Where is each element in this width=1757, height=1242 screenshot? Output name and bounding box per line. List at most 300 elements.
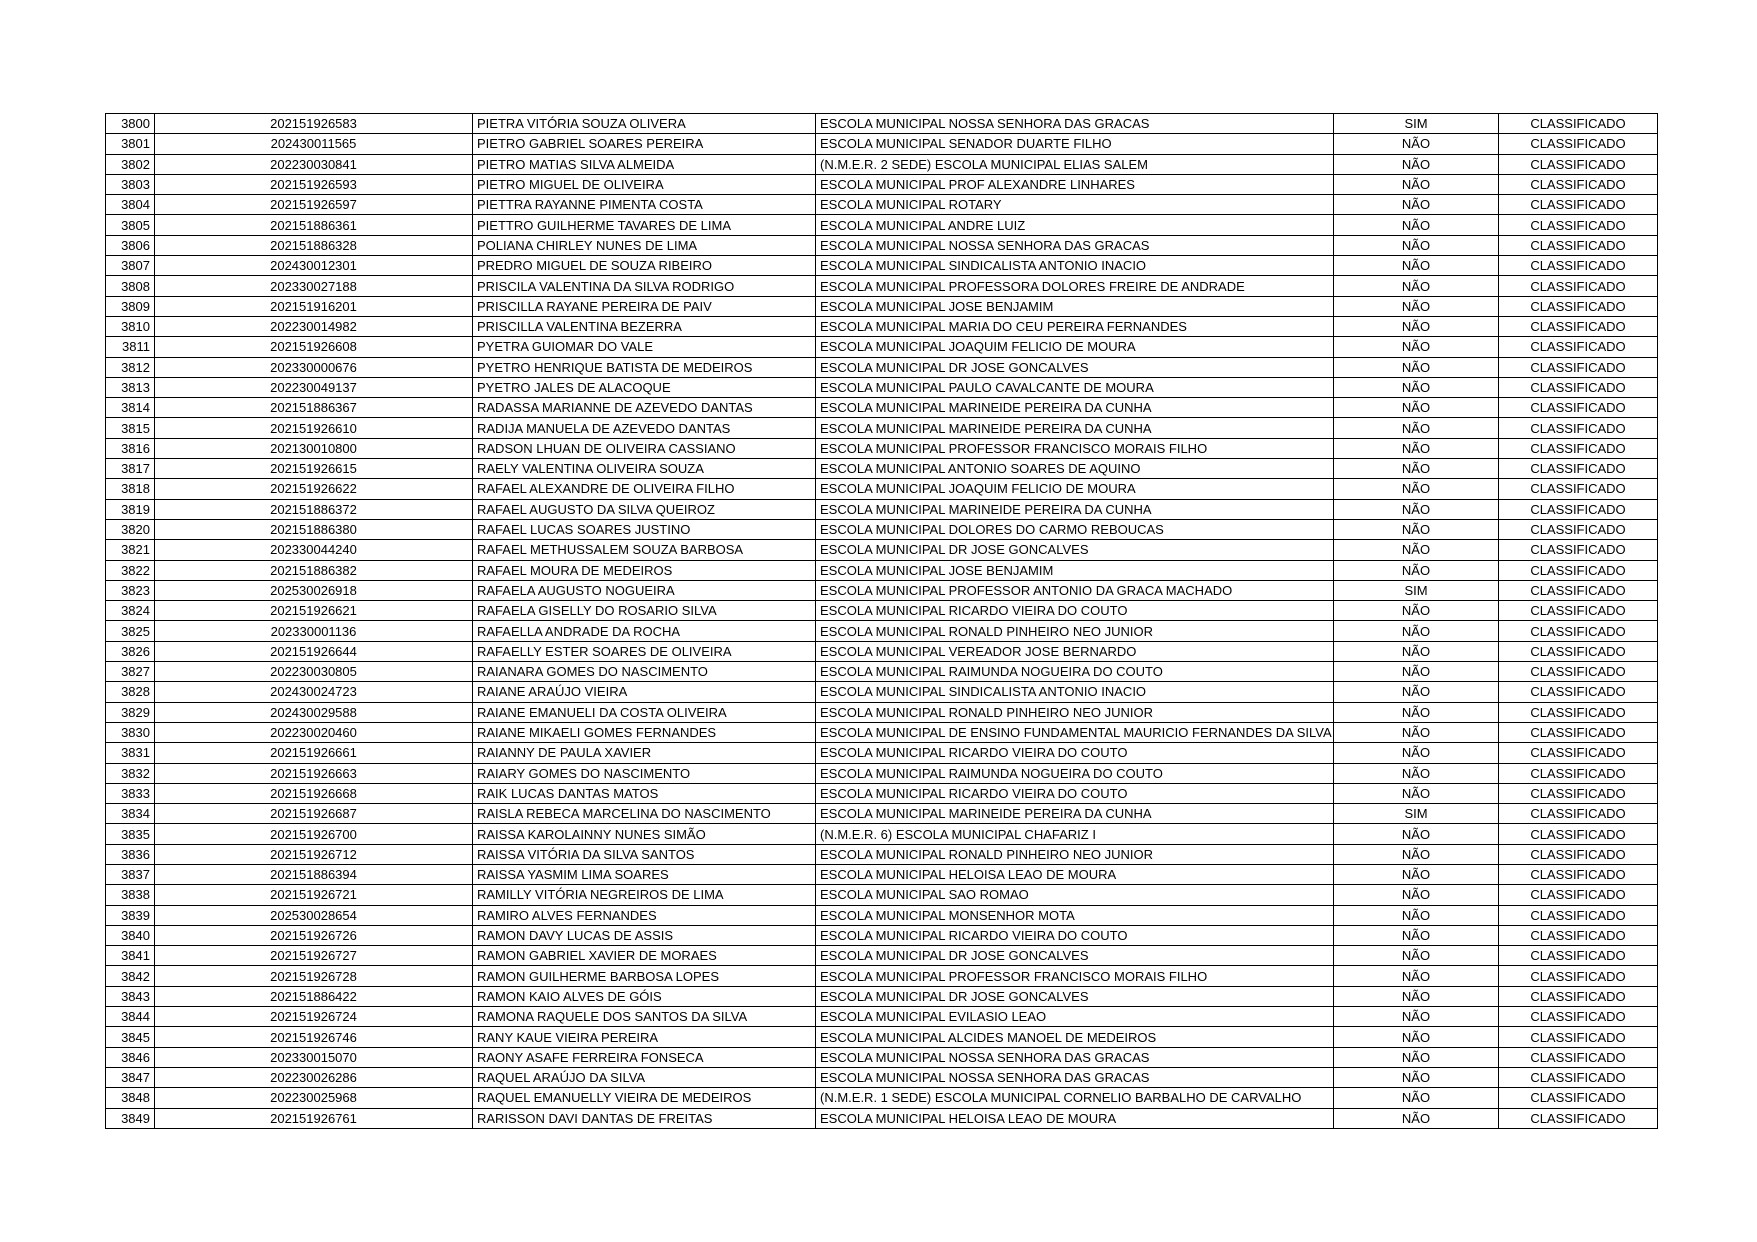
table-row — [106, 925, 1658, 945]
table-row — [106, 276, 1658, 296]
status-cell: CLASSIFICADO — [1499, 1027, 1658, 1047]
flag-cell: NÃO — [1334, 946, 1499, 966]
table-row — [106, 1027, 1658, 1047]
registration-number-cell: 202330000676 — [155, 357, 473, 377]
table-row — [106, 154, 1658, 174]
registration-number-cell: 202151926610 — [155, 418, 473, 438]
table-body — [106, 114, 1658, 1129]
status-cell: CLASSIFICADO — [1499, 438, 1658, 458]
status-cell: CLASSIFICADO — [1499, 783, 1658, 803]
student-name-cell: RADSON LHUAN DE OLIVEIRA CASSIANO — [473, 438, 816, 458]
student-name-cell: PRISCILLA RAYANE PEREIRA DE PAIV — [473, 296, 816, 316]
school-name-cell: ESCOLA MUNICIPAL HELOISA LEAO DE MOURA — [816, 864, 1334, 884]
registration-number-cell: 202151886380 — [155, 519, 473, 539]
registration-number-cell: 202151926721 — [155, 885, 473, 905]
flag-cell: NÃO — [1334, 337, 1499, 357]
table-row — [106, 174, 1658, 194]
flag-cell: NÃO — [1334, 702, 1499, 722]
row-index-cell: 3827 — [106, 662, 155, 682]
flag-cell: NÃO — [1334, 662, 1499, 682]
flag-cell: NÃO — [1334, 1088, 1499, 1108]
school-name-cell: ESCOLA MUNICIPAL MONSENHOR MOTA — [816, 905, 1334, 925]
student-name-cell: RAMON KAIO ALVES DE GÓIS — [473, 986, 816, 1006]
status-cell: CLASSIFICADO — [1499, 499, 1658, 519]
registration-number-cell: 202151926746 — [155, 1027, 473, 1047]
table-row — [106, 601, 1658, 621]
registration-number-cell: 202151886367 — [155, 398, 473, 418]
row-index-cell: 3800 — [106, 114, 155, 134]
status-cell: CLASSIFICADO — [1499, 459, 1658, 479]
student-name-cell: RAQUEL EMANUELLY VIEIRA DE MEDEIROS — [473, 1088, 816, 1108]
school-name-cell: ESCOLA MUNICIPAL DR JOSE GONCALVES — [816, 986, 1334, 1006]
school-name-cell: ESCOLA MUNICIPAL MARINEIDE PEREIRA DA CUNHA — [816, 418, 1334, 438]
registration-number-cell: 202151926761 — [155, 1108, 473, 1128]
student-name-cell: RARISSON DAVI DANTAS DE FREITAS — [473, 1108, 816, 1128]
table-row — [106, 641, 1658, 661]
row-index-cell: 3835 — [106, 824, 155, 844]
registration-number-cell: 202151926621 — [155, 601, 473, 621]
school-name-cell: ESCOLA MUNICIPAL PROFESSOR ANTONIO DA GRACA MACHADO — [816, 580, 1334, 600]
school-name-cell: ESCOLA MUNICIPAL PAULO CAVALCANTE DE MOURA — [816, 377, 1334, 397]
school-name-cell: ESCOLA MUNICIPAL VEREADOR JOSE BERNARDO — [816, 641, 1334, 661]
status-cell: CLASSIFICADO — [1499, 641, 1658, 661]
flag-cell: NÃO — [1334, 418, 1499, 438]
table-row — [106, 1047, 1658, 1067]
row-index-cell: 3818 — [106, 479, 155, 499]
table-row — [106, 763, 1658, 783]
student-name-cell: RAISSA YASMIM LIMA SOARES — [473, 864, 816, 884]
table-row — [106, 966, 1658, 986]
flag-cell: NÃO — [1334, 438, 1499, 458]
status-cell: CLASSIFICADO — [1499, 905, 1658, 925]
registration-number-cell: 202151926622 — [155, 479, 473, 499]
table-row — [106, 215, 1658, 235]
row-index-cell: 3814 — [106, 398, 155, 418]
status-cell: CLASSIFICADO — [1499, 398, 1658, 418]
school-name-cell: ESCOLA MUNICIPAL RAIMUNDA NOGUEIRA DO COUTO — [816, 662, 1334, 682]
flag-cell: NÃO — [1334, 134, 1499, 154]
student-name-cell: RAONY ASAFE FERREIRA FONSECA — [473, 1047, 816, 1067]
row-index-cell: 3821 — [106, 540, 155, 560]
flag-cell: NÃO — [1334, 966, 1499, 986]
status-cell: CLASSIFICADO — [1499, 519, 1658, 539]
status-cell: CLASSIFICADO — [1499, 966, 1658, 986]
school-name-cell: ESCOLA MUNICIPAL MARINEIDE PEREIRA DA CUNHA — [816, 804, 1334, 824]
student-name-cell: RAISSA VITÓRIA DA SILVA SANTOS — [473, 844, 816, 864]
row-index-cell: 3832 — [106, 763, 155, 783]
flag-cell: NÃO — [1334, 864, 1499, 884]
student-name-cell: RAISSA KAROLAINNY NUNES SIMÃO — [473, 824, 816, 844]
student-name-cell: PIETTRO GUILHERME TAVARES DE LIMA — [473, 215, 816, 235]
registration-number-cell: 202151926663 — [155, 763, 473, 783]
status-cell: CLASSIFICADO — [1499, 1067, 1658, 1087]
table-row — [106, 134, 1658, 154]
table-row — [106, 296, 1658, 316]
flag-cell: NÃO — [1334, 1047, 1499, 1067]
student-name-cell: RAMON DAVY LUCAS DE ASSIS — [473, 925, 816, 945]
row-index-cell: 3845 — [106, 1027, 155, 1047]
flag-cell: NÃO — [1334, 986, 1499, 1006]
status-cell: CLASSIFICADO — [1499, 540, 1658, 560]
table-row — [106, 743, 1658, 763]
student-name-cell: PYETRO HENRIQUE BATISTA DE MEDEIROS — [473, 357, 816, 377]
row-index-cell: 3817 — [106, 459, 155, 479]
row-index-cell: 3823 — [106, 580, 155, 600]
school-name-cell: ESCOLA MUNICIPAL SINDICALISTA ANTONIO INACIO — [816, 256, 1334, 276]
status-cell: CLASSIFICADO — [1499, 174, 1658, 194]
flag-cell: NÃO — [1334, 459, 1499, 479]
table-row — [106, 377, 1658, 397]
status-cell: CLASSIFICADO — [1499, 702, 1658, 722]
table-row — [106, 1067, 1658, 1087]
registration-number-cell: 202151926700 — [155, 824, 473, 844]
registration-number-cell: 202151926597 — [155, 195, 473, 215]
row-index-cell: 3810 — [106, 316, 155, 336]
flag-cell: NÃO — [1334, 235, 1499, 255]
table-row — [106, 256, 1658, 276]
status-cell: CLASSIFICADO — [1499, 621, 1658, 641]
status-cell: CLASSIFICADO — [1499, 743, 1658, 763]
table-row — [106, 398, 1658, 418]
registration-number-cell: 202151926583 — [155, 114, 473, 134]
school-name-cell: (N.M.E.R. 1 SEDE) ESCOLA MUNICIPAL CORNELIO BARBALHO DE CARVALHO — [816, 1088, 1334, 1108]
table-row — [106, 824, 1658, 844]
row-index-cell: 3807 — [106, 256, 155, 276]
registration-number-cell: 202151886372 — [155, 499, 473, 519]
school-name-cell: ESCOLA MUNICIPAL SENADOR DUARTE FILHO — [816, 134, 1334, 154]
flag-cell: NÃO — [1334, 540, 1499, 560]
flag-cell: NÃO — [1334, 763, 1499, 783]
flag-cell: NÃO — [1334, 296, 1499, 316]
registration-number-cell: 202230030841 — [155, 154, 473, 174]
school-name-cell: ESCOLA MUNICIPAL PROFESSOR FRANCISCO MORAIS FILHO — [816, 438, 1334, 458]
classification-table — [105, 113, 1658, 1129]
row-index-cell: 3844 — [106, 1007, 155, 1027]
row-index-cell: 3812 — [106, 357, 155, 377]
row-index-cell: 3808 — [106, 276, 155, 296]
status-cell: CLASSIFICADO — [1499, 804, 1658, 824]
flag-cell: NÃO — [1334, 377, 1499, 397]
table-row — [106, 560, 1658, 580]
school-name-cell: ESCOLA MUNICIPAL RONALD PINHEIRO NEO JUNIOR — [816, 621, 1334, 641]
school-name-cell: ESCOLA MUNICIPAL RAIMUNDA NOGUEIRA DO COUTO — [816, 763, 1334, 783]
status-cell: CLASSIFICADO — [1499, 134, 1658, 154]
flag-cell: NÃO — [1334, 925, 1499, 945]
status-cell: CLASSIFICADO — [1499, 682, 1658, 702]
table-row — [106, 783, 1658, 803]
status-cell: CLASSIFICADO — [1499, 195, 1658, 215]
registration-number-cell: 202151926687 — [155, 804, 473, 824]
registration-number-cell: 202530026918 — [155, 580, 473, 600]
table-row — [106, 459, 1658, 479]
flag-cell: NÃO — [1334, 1108, 1499, 1128]
status-cell: CLASSIFICADO — [1499, 377, 1658, 397]
table-row — [106, 357, 1658, 377]
student-name-cell: PRISCILLA VALENTINA BEZERRA — [473, 316, 816, 336]
table-row — [106, 722, 1658, 742]
school-name-cell: ESCOLA MUNICIPAL RICARDO VIEIRA DO COUTO — [816, 601, 1334, 621]
school-name-cell: ESCOLA MUNICIPAL DR JOSE GONCALVES — [816, 540, 1334, 560]
flag-cell: NÃO — [1334, 560, 1499, 580]
row-index-cell: 3838 — [106, 885, 155, 905]
school-name-cell: ESCOLA MUNICIPAL DOLORES DO CARMO REBOUCAS — [816, 519, 1334, 539]
table-row — [106, 621, 1658, 641]
status-cell: CLASSIFICADO — [1499, 946, 1658, 966]
school-name-cell: ESCOLA MUNICIPAL PROFESSOR FRANCISCO MORAIS FILHO — [816, 966, 1334, 986]
student-name-cell: RAFAELA GISELLY DO ROSARIO SILVA — [473, 601, 816, 621]
registration-number-cell: 202151926661 — [155, 743, 473, 763]
registration-number-cell: 202151886394 — [155, 864, 473, 884]
table-row — [106, 499, 1658, 519]
row-index-cell: 3801 — [106, 134, 155, 154]
student-name-cell: RAFAEL AUGUSTO DA SILVA QUEIROZ — [473, 499, 816, 519]
row-index-cell: 3803 — [106, 174, 155, 194]
row-index-cell: 3834 — [106, 804, 155, 824]
student-name-cell: PRISCILA VALENTINA DA SILVA RODRIGO — [473, 276, 816, 296]
registration-number-cell: 202330044240 — [155, 540, 473, 560]
student-name-cell: RAMILLY VITÓRIA NEGREIROS DE LIMA — [473, 885, 816, 905]
row-index-cell: 3806 — [106, 235, 155, 255]
row-index-cell: 3848 — [106, 1088, 155, 1108]
school-name-cell: ESCOLA MUNICIPAL HELOISA LEAO DE MOURA — [816, 1108, 1334, 1128]
student-name-cell: RAIANE MIKAELI GOMES FERNANDES — [473, 722, 816, 742]
student-name-cell: RAFAELLA ANDRADE DA ROCHA — [473, 621, 816, 641]
school-name-cell: ESCOLA MUNICIPAL DR JOSE GONCALVES — [816, 357, 1334, 377]
row-index-cell: 3830 — [106, 722, 155, 742]
registration-number-cell: 202151926644 — [155, 641, 473, 661]
registration-number-cell: 202151926593 — [155, 174, 473, 194]
flag-cell: NÃO — [1334, 722, 1499, 742]
status-cell: CLASSIFICADO — [1499, 560, 1658, 580]
student-name-cell: RADASSA MARIANNE DE AZEVEDO DANTAS — [473, 398, 816, 418]
student-name-cell: PIETRA VITÓRIA SOUZA OLIVERA — [473, 114, 816, 134]
flag-cell: NÃO — [1334, 885, 1499, 905]
status-cell: CLASSIFICADO — [1499, 885, 1658, 905]
table-row — [106, 844, 1658, 864]
flag-cell: NÃO — [1334, 276, 1499, 296]
school-name-cell: ESCOLA MUNICIPAL SINDICALISTA ANTONIO INACIO — [816, 682, 1334, 702]
flag-cell: NÃO — [1334, 316, 1499, 336]
row-index-cell: 3847 — [106, 1067, 155, 1087]
school-name-cell: ESCOLA MUNICIPAL JOAQUIM FELICIO DE MOURA — [816, 479, 1334, 499]
table-row — [106, 986, 1658, 1006]
status-cell: CLASSIFICADO — [1499, 114, 1658, 134]
row-index-cell: 3836 — [106, 844, 155, 864]
student-name-cell: RAIARY GOMES DO NASCIMENTO — [473, 763, 816, 783]
flag-cell: NÃO — [1334, 195, 1499, 215]
registration-number-cell: 202151926608 — [155, 337, 473, 357]
registration-number-cell: 202230030805 — [155, 662, 473, 682]
status-cell: CLASSIFICADO — [1499, 601, 1658, 621]
row-index-cell: 3829 — [106, 702, 155, 722]
registration-number-cell: 202230020460 — [155, 722, 473, 742]
row-index-cell: 3837 — [106, 864, 155, 884]
table-row — [106, 905, 1658, 925]
student-name-cell: RAFAEL MOURA DE MEDEIROS — [473, 560, 816, 580]
registration-number-cell: 202151926728 — [155, 966, 473, 986]
school-name-cell: (N.M.E.R. 2 SEDE) ESCOLA MUNICIPAL ELIAS SALEM — [816, 154, 1334, 174]
registration-number-cell: 202230025968 — [155, 1088, 473, 1108]
school-name-cell: ESCOLA MUNICIPAL ALCIDES MANOEL DE MEDEIROS — [816, 1027, 1334, 1047]
school-name-cell: ESCOLA MUNICIPAL NOSSA SENHORA DAS GRACAS — [816, 235, 1334, 255]
table-row — [106, 479, 1658, 499]
registration-number-cell: 202151926724 — [155, 1007, 473, 1027]
flag-cell: NÃO — [1334, 824, 1499, 844]
row-index-cell: 3828 — [106, 682, 155, 702]
school-name-cell: ESCOLA MUNICIPAL MARINEIDE PEREIRA DA CUNHA — [816, 499, 1334, 519]
status-cell: CLASSIFICADO — [1499, 296, 1658, 316]
school-name-cell: ESCOLA MUNICIPAL RICARDO VIEIRA DO COUTO — [816, 743, 1334, 763]
school-name-cell: ESCOLA MUNICIPAL PROFESSORA DOLORES FREIRE DE ANDRADE — [816, 276, 1334, 296]
registration-number-cell: 202530028654 — [155, 905, 473, 925]
registration-number-cell: 202151886361 — [155, 215, 473, 235]
status-cell: CLASSIFICADO — [1499, 479, 1658, 499]
status-cell: CLASSIFICADO — [1499, 1047, 1658, 1067]
school-name-cell: ESCOLA MUNICIPAL MARIA DO CEU PEREIRA FERNANDES — [816, 316, 1334, 336]
flag-cell: NÃO — [1334, 1067, 1499, 1087]
school-name-cell: ESCOLA MUNICIPAL JOSE BENJAMIM — [816, 296, 1334, 316]
registration-number-cell: 202330015070 — [155, 1047, 473, 1067]
table-row — [106, 114, 1658, 134]
flag-cell: NÃO — [1334, 479, 1499, 499]
student-name-cell: RAFAEL METHUSSALEM SOUZA BARBOSA — [473, 540, 816, 560]
table-row — [106, 418, 1658, 438]
registration-number-cell: 202130010800 — [155, 438, 473, 458]
flag-cell: NÃO — [1334, 357, 1499, 377]
table-row — [106, 946, 1658, 966]
school-name-cell: ESCOLA MUNICIPAL EVILASIO LEAO — [816, 1007, 1334, 1027]
table-row — [106, 702, 1658, 722]
status-cell: CLASSIFICADO — [1499, 986, 1658, 1006]
row-index-cell: 3826 — [106, 641, 155, 661]
student-name-cell: RAIANNY DE PAULA XAVIER — [473, 743, 816, 763]
school-name-cell: ESCOLA MUNICIPAL SAO ROMAO — [816, 885, 1334, 905]
table-row — [106, 885, 1658, 905]
school-name-cell: ESCOLA MUNICIPAL ANTONIO SOARES DE AQUINO — [816, 459, 1334, 479]
registration-number-cell: 202151886382 — [155, 560, 473, 580]
registration-number-cell: 202430011565 — [155, 134, 473, 154]
school-name-cell: ESCOLA MUNICIPAL PROF ALEXANDRE LINHARES — [816, 174, 1334, 194]
status-cell: CLASSIFICADO — [1499, 418, 1658, 438]
row-index-cell: 3843 — [106, 986, 155, 1006]
table-row — [106, 864, 1658, 884]
row-index-cell: 3802 — [106, 154, 155, 174]
status-cell: CLASSIFICADO — [1499, 1007, 1658, 1027]
flag-cell: NÃO — [1334, 499, 1499, 519]
student-name-cell: PIETRO MIGUEL DE OLIVEIRA — [473, 174, 816, 194]
school-name-cell: ESCOLA MUNICIPAL DE ENSINO FUNDAMENTAL MAURICIO FERNANDES DA SILVA — [816, 722, 1334, 742]
status-cell: CLASSIFICADO — [1499, 256, 1658, 276]
table-row — [106, 580, 1658, 600]
registration-number-cell: 202430024723 — [155, 682, 473, 702]
school-name-cell: ESCOLA MUNICIPAL RONALD PINHEIRO NEO JUNIOR — [816, 844, 1334, 864]
flag-cell: NÃO — [1334, 215, 1499, 235]
table-row — [106, 316, 1658, 336]
status-cell: CLASSIFICADO — [1499, 154, 1658, 174]
school-name-cell: ESCOLA MUNICIPAL NOSSA SENHORA DAS GRACAS — [816, 1067, 1334, 1087]
row-index-cell: 3824 — [106, 601, 155, 621]
status-cell: CLASSIFICADO — [1499, 662, 1658, 682]
student-name-cell: PIETTRA RAYANNE PIMENTA COSTA — [473, 195, 816, 215]
registration-number-cell: 202430029588 — [155, 702, 473, 722]
row-index-cell: 3840 — [106, 925, 155, 945]
registration-number-cell: 202151926615 — [155, 459, 473, 479]
flag-cell: NÃO — [1334, 844, 1499, 864]
status-cell: CLASSIFICADO — [1499, 215, 1658, 235]
school-name-cell: ESCOLA MUNICIPAL RONALD PINHEIRO NEO JUNIOR — [816, 702, 1334, 722]
student-name-cell: RAISLA REBECA MARCELINA DO NASCIMENTO — [473, 804, 816, 824]
registration-number-cell: 202151916201 — [155, 296, 473, 316]
row-index-cell: 3825 — [106, 621, 155, 641]
row-index-cell: 3820 — [106, 519, 155, 539]
status-cell: CLASSIFICADO — [1499, 580, 1658, 600]
school-name-cell: ESCOLA MUNICIPAL ANDRE LUIZ — [816, 215, 1334, 235]
status-cell: CLASSIFICADO — [1499, 357, 1658, 377]
student-name-cell: PYETRO JALES DE ALACOQUE — [473, 377, 816, 397]
student-name-cell: RAMON GUILHERME BARBOSA LOPES — [473, 966, 816, 986]
registration-number-cell: 202151886328 — [155, 235, 473, 255]
registration-number-cell: 202430012301 — [155, 256, 473, 276]
school-name-cell: ESCOLA MUNICIPAL RICARDO VIEIRA DO COUTO — [816, 925, 1334, 945]
flag-cell: NÃO — [1334, 519, 1499, 539]
student-name-cell: RAIK LUCAS DANTAS MATOS — [473, 783, 816, 803]
row-index-cell: 3811 — [106, 337, 155, 357]
flag-cell: SIM — [1334, 804, 1499, 824]
status-cell: CLASSIFICADO — [1499, 925, 1658, 945]
row-index-cell: 3841 — [106, 946, 155, 966]
student-name-cell: RAMIRO ALVES FERNANDES — [473, 905, 816, 925]
school-name-cell: ESCOLA MUNICIPAL NOSSA SENHORA DAS GRACAS — [816, 1047, 1334, 1067]
student-name-cell: RAFAELA AUGUSTO NOGUEIRA — [473, 580, 816, 600]
registration-number-cell: 202151926727 — [155, 946, 473, 966]
status-cell: CLASSIFICADO — [1499, 722, 1658, 742]
row-index-cell: 3819 — [106, 499, 155, 519]
row-index-cell: 3846 — [106, 1047, 155, 1067]
school-name-cell: ESCOLA MUNICIPAL JOSE BENJAMIM — [816, 560, 1334, 580]
flag-cell: NÃO — [1334, 256, 1499, 276]
status-cell: CLASSIFICADO — [1499, 337, 1658, 357]
student-name-cell: RAMONA RAQUELE DOS SANTOS DA SILVA — [473, 1007, 816, 1027]
registration-number-cell: 202151926668 — [155, 783, 473, 803]
school-name-cell: ESCOLA MUNICIPAL DR JOSE GONCALVES — [816, 946, 1334, 966]
status-cell: CLASSIFICADO — [1499, 1088, 1658, 1108]
status-cell: CLASSIFICADO — [1499, 316, 1658, 336]
student-name-cell: RAFAEL ALEXANDRE DE OLIVEIRA FILHO — [473, 479, 816, 499]
registration-number-cell: 202330027188 — [155, 276, 473, 296]
flag-cell: NÃO — [1334, 682, 1499, 702]
flag-cell: NÃO — [1334, 601, 1499, 621]
flag-cell: NÃO — [1334, 621, 1499, 641]
student-name-cell: PREDRO MIGUEL DE SOUZA RIBEIRO — [473, 256, 816, 276]
table-row — [106, 519, 1658, 539]
row-index-cell: 3804 — [106, 195, 155, 215]
school-name-cell: ESCOLA MUNICIPAL JOAQUIM FELICIO DE MOURA — [816, 337, 1334, 357]
row-index-cell: 3833 — [106, 783, 155, 803]
table-row — [106, 195, 1658, 215]
school-name-cell: (N.M.E.R. 6) ESCOLA MUNICIPAL CHAFARIZ I — [816, 824, 1334, 844]
flag-cell: NÃO — [1334, 174, 1499, 194]
flag-cell: NÃO — [1334, 743, 1499, 763]
registration-number-cell: 202151926726 — [155, 925, 473, 945]
school-name-cell: ESCOLA MUNICIPAL MARINEIDE PEREIRA DA CUNHA — [816, 398, 1334, 418]
school-name-cell: ESCOLA MUNICIPAL RICARDO VIEIRA DO COUTO — [816, 783, 1334, 803]
student-name-cell: RAELY VALENTINA OLIVEIRA SOUZA — [473, 459, 816, 479]
flag-cell: NÃO — [1334, 154, 1499, 174]
table-row — [106, 337, 1658, 357]
student-name-cell: POLIANA CHIRLEY NUNES DE LIMA — [473, 235, 816, 255]
status-cell: CLASSIFICADO — [1499, 864, 1658, 884]
registration-number-cell: 202230049137 — [155, 377, 473, 397]
